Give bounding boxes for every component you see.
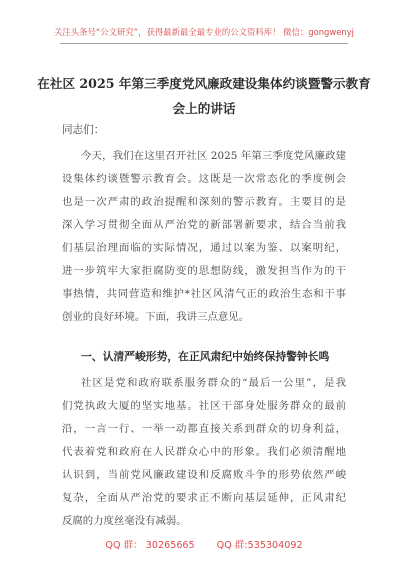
header-divider <box>60 43 348 44</box>
paragraph-line: 今天，我们在这里召开社区 2025 年第三季度党风廉政建 <box>81 150 346 162</box>
greeting: 同志们： <box>62 124 105 136</box>
document-title-line1: 在社区 2025 年第三季度党风廉政建设集体约谈暨警示教育 <box>37 76 371 91</box>
paragraph-line: 们党执政大厦的坚实地基。社区干部身处服务群众的最前 <box>62 400 346 412</box>
footer-contact <box>0 537 408 551</box>
footer-qq-group-1: QQ 群： 30265665 <box>105 540 195 551</box>
paragraph-line: 代表着党和政府在人民群众心中的形象。我们必须清醒地 <box>62 446 346 458</box>
paragraph-line: 复杂，全面从严治党的要求正不断向基层延伸，正风肃纪 <box>62 492 346 504</box>
header-banner: 关注头条号“公文研究”，获得最新最全最专业的公文资料库！ 微信：gongwenyj <box>54 27 354 37</box>
paragraph-line: 反腐的力度丝毫没有减弱。 <box>62 515 187 527</box>
paragraph-line: 深入学习贯彻全面从严治党的新部署新要求，结合当前我 <box>62 219 346 231</box>
paragraph-line: 事热情，共同营造和维护*社区风清气正的政治生态和干事 <box>62 288 346 300</box>
paragraph-line: 沿，一言一行、一举一动都直接关系到群众的切身利益， <box>62 423 346 435</box>
section-heading: 一、认清严峻形势，在正风肃纪中始终保持警钟长鸣 <box>81 350 330 363</box>
document-title-line2: 会上的讲话 <box>172 101 236 116</box>
footer-qq-group-2: QQ 群:535304092 <box>216 540 303 551</box>
paragraph-line: 进一步筑牢大家拒腐防变的思想防线，激发担当作为的干 <box>62 265 346 277</box>
paragraph-line: 也是一次严肃的政治提醒和深刻的警示教育。主要目的是 <box>62 196 346 208</box>
paragraph-line: 创业的良好环境。下面，我讲三点意见。 <box>62 311 250 323</box>
paragraph-line: 设集体约谈暨警示教育会。这既是一次常态化的季度例会 <box>62 173 346 185</box>
paragraph-line: 们基层治理面临的实际情况，通过以案为鉴、以案明纪， <box>62 242 346 254</box>
paragraph-line: 社区是党和政府联系服务群众的“最后一公里”，是我 <box>81 377 346 389</box>
paragraph-line: 认识到，当前党风廉政建设和反腐败斗争的形势依然严峻 <box>62 469 346 481</box>
